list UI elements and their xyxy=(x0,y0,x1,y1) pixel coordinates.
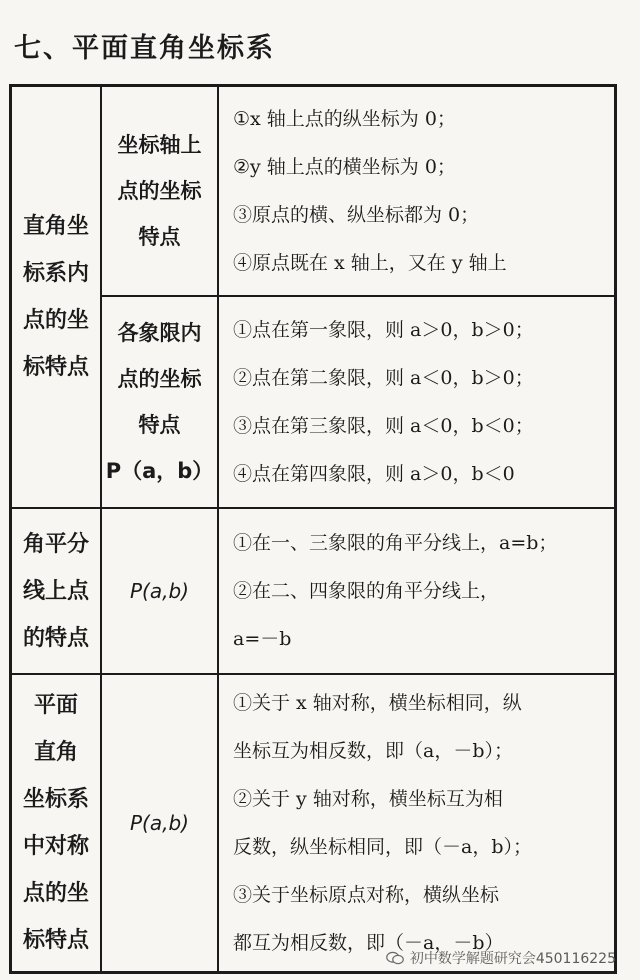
watermark-text: 初中数学解题研究会450116225 xyxy=(409,951,616,967)
watermark xyxy=(386,948,616,968)
text-line: ②关于 y 轴对称，横坐标互为相 xyxy=(233,788,503,810)
text-line: ①点在第一象限，则 a＞0，b＞0； xyxy=(233,319,534,341)
text-line: ④点在第四象限，则 a＞0，b＜0 xyxy=(233,463,515,485)
section-label-coordinate-features: 直角坐 标系内 点的坐 标特点 xyxy=(22,214,89,380)
text-line: ①在一、三象限的角平分线上，a=b； xyxy=(233,532,558,554)
quadrant-points-content xyxy=(219,297,614,507)
text-line: ①关于 x 轴对称，横坐标相同，纵 xyxy=(233,692,522,714)
bisector-content xyxy=(219,509,614,673)
quadrant-points-label: 各象限内 点的坐标 特点 P（a，b） xyxy=(105,321,214,483)
point-notation: P(a,b) xyxy=(130,578,189,603)
section-label-bisector: 角平分 线上点 的特点 xyxy=(22,531,89,651)
text-line: 都互为相反数，即（－a，－b） xyxy=(233,932,504,954)
text-line: 反数，纵坐标相同，即（－a，b）； xyxy=(233,836,532,858)
text-line: ③点在第三象限，则 a＜0，b＜0； xyxy=(233,415,534,437)
text-line: a=－b xyxy=(233,628,292,650)
text-line: ①x 轴上点的纵坐标为 0； xyxy=(233,108,456,130)
text-line: ②点在第二象限，则 a＜0，b＞0； xyxy=(233,367,534,389)
axis-points-content xyxy=(219,87,614,295)
text-line: ②y 轴上点的横坐标为 0； xyxy=(233,156,456,178)
wechat-icon xyxy=(386,951,404,965)
page-title: 七、平面直角坐标系 xyxy=(14,33,275,64)
coordinate-table xyxy=(9,84,617,974)
text-line: ③原点的横、纵坐标都为 0； xyxy=(233,204,480,226)
text-line: ③关于坐标原点对称，横纵坐标 xyxy=(233,884,500,906)
text-line: 坐标互为相反数，即（a，－b）； xyxy=(233,740,513,762)
section-label-symmetry: 平面 直角 坐标系 中对称 点的坐 标特点 xyxy=(22,693,89,953)
symmetry-content xyxy=(219,675,614,971)
text-line: ④原点既在 x 轴上，又在 y 轴上 xyxy=(233,252,507,274)
text-line: ②在二、四象限的角平分线上， xyxy=(233,580,500,602)
point-notation: P(a,b) xyxy=(130,810,189,835)
axis-points-label: 坐标轴上 点的坐标 特点 xyxy=(117,133,202,249)
